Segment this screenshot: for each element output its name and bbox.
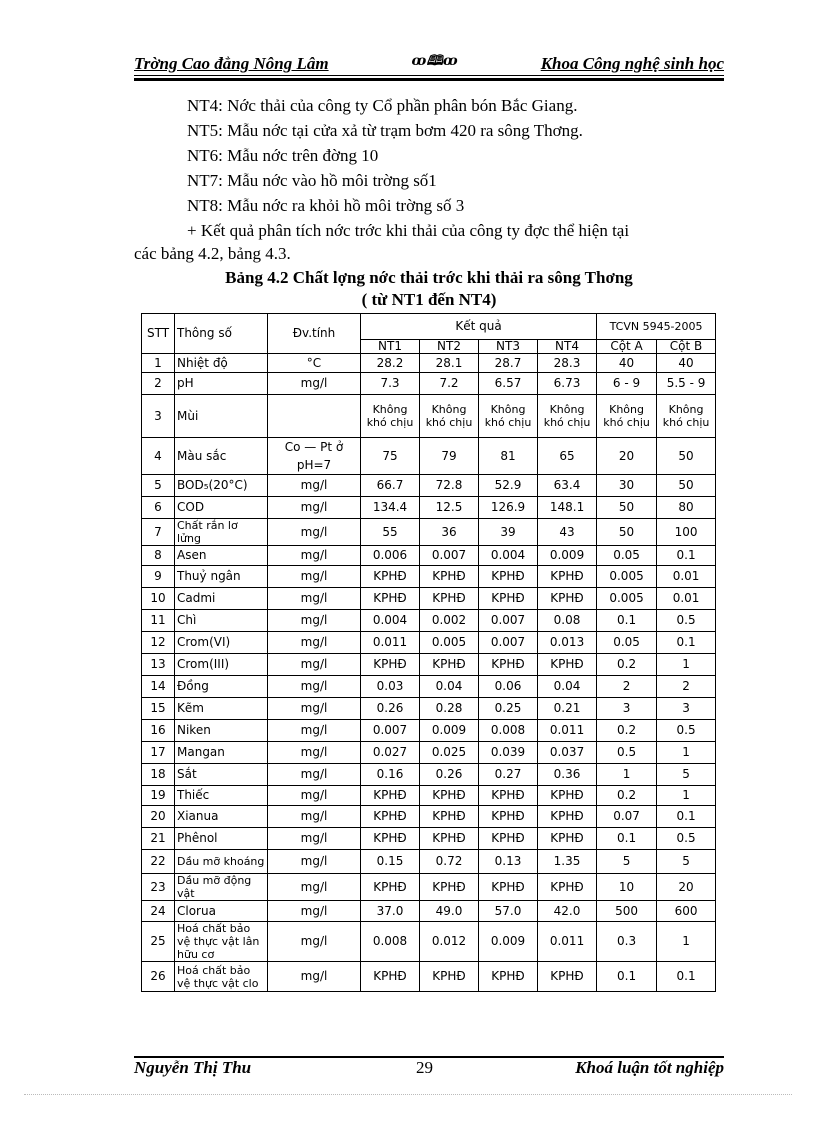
row-value: 0.011: [538, 720, 597, 742]
row-stt: 17: [142, 742, 175, 764]
row-stt: 9: [142, 566, 175, 588]
row-stt: 10: [142, 588, 175, 610]
row-unit: mg/l: [268, 610, 361, 632]
row-value: 6.73: [538, 373, 597, 395]
row-value: KPHĐ: [538, 566, 597, 588]
row-value: 126.9: [479, 497, 538, 519]
table-caption: Bảng 4.2 Chất lợng nớc thải trớc khi thải ra sông Thơng: [225, 268, 633, 287]
row-value: KPHĐ: [479, 566, 538, 588]
row-stt: 6: [142, 497, 175, 519]
row-stt: 16: [142, 720, 175, 742]
row-unit: Co — Pt ở pH=7: [268, 438, 361, 475]
paragraph: NT8: Mẫu nớc ra khỏi hồ môi trờng số 3: [187, 196, 465, 215]
page-number: 29: [416, 1058, 433, 1077]
header-col-b: Cột B: [657, 340, 716, 354]
row-value: 0.007: [479, 632, 538, 654]
row-value: 0.01: [657, 588, 716, 610]
row-value: 0.05: [597, 632, 657, 654]
row-value: 0.009: [479, 922, 538, 962]
row-param: Xianua: [175, 806, 268, 828]
row-value: 79: [420, 438, 479, 475]
row-value: 0.1: [597, 828, 657, 850]
row-value: 5.5 - 9: [657, 373, 716, 395]
row-unit: mg/l: [268, 676, 361, 698]
table-row: [142, 438, 716, 475]
table-row: [142, 676, 716, 698]
row-value: 0.1: [657, 546, 716, 566]
row-value: 0.1: [597, 962, 657, 992]
row-unit: mg/l: [268, 922, 361, 962]
row-value: KPHĐ: [361, 786, 420, 806]
row-value: KPHĐ: [420, 806, 479, 828]
row-value: KPHĐ: [538, 588, 597, 610]
table-row: [142, 850, 716, 874]
table-row: [142, 546, 716, 566]
row-value: 1: [657, 742, 716, 764]
row-value: 0.3: [597, 922, 657, 962]
row-value: 0.72: [420, 850, 479, 874]
header-result: Kết quả: [361, 314, 597, 340]
row-unit: mg/l: [268, 497, 361, 519]
row-unit: mg/l: [268, 786, 361, 806]
row-value: 28.2: [361, 354, 420, 373]
row-unit: [268, 395, 361, 438]
row-value: 0.04: [538, 676, 597, 698]
row-stt: 3: [142, 395, 175, 438]
paragraph: NT6: Mẫu nớc trên đờng 10: [187, 146, 379, 165]
row-param: Cadmi: [175, 588, 268, 610]
row-value: KPHĐ: [420, 874, 479, 901]
row-value: 37.0: [361, 901, 420, 922]
footer-author: Nguyễn Thị Thu: [134, 1058, 252, 1077]
water-quality-table: [141, 313, 716, 992]
row-value: 30: [597, 475, 657, 497]
row-param: Dầu mỡ khoáng: [175, 850, 268, 874]
row-value: 1: [657, 654, 716, 676]
row-value: 0.027: [361, 742, 420, 764]
row-stt: 15: [142, 698, 175, 720]
row-unit: mg/l: [268, 764, 361, 786]
row-value: 43: [538, 519, 597, 546]
row-value: 1: [657, 786, 716, 806]
table-row: [142, 354, 716, 373]
row-value: 40: [597, 354, 657, 373]
row-unit: mg/l: [268, 519, 361, 546]
row-value: 0.21: [538, 698, 597, 720]
row-value: 0.26: [420, 764, 479, 786]
header-stt: STT: [142, 314, 175, 354]
row-value: 7.2: [420, 373, 479, 395]
row-stt: 22: [142, 850, 175, 874]
row-unit: mg/l: [268, 806, 361, 828]
row-param: Hoá chất bảo vệ thực vật lân hữu cơ: [175, 922, 268, 962]
row-value: 0.005: [420, 632, 479, 654]
row-value: Không khó chịu: [657, 395, 716, 438]
header-standard: TCVN 5945-2005: [597, 314, 716, 340]
row-value: 5: [597, 850, 657, 874]
row-value: 0.013: [538, 632, 597, 654]
table-row: [142, 922, 716, 962]
paragraph: NT5: Mẫu nớc tại cửa xả từ trạm bơm 420 ra sông Thơng.: [187, 121, 583, 140]
row-value: 0.5: [657, 720, 716, 742]
row-value: 1: [597, 764, 657, 786]
table-row: [142, 742, 716, 764]
row-stt: 25: [142, 922, 175, 962]
row-value: KPHĐ: [420, 962, 479, 992]
row-value: 100: [657, 519, 716, 546]
row-param: Thiếc: [175, 786, 268, 806]
row-param: Dầu mỡ động vật: [175, 874, 268, 901]
row-param: Chất rắn lơ lửng: [175, 519, 268, 546]
row-value: 0.007: [479, 610, 538, 632]
page-header: [134, 50, 724, 74]
header-col-a: Cột A: [597, 340, 657, 354]
row-stt: 24: [142, 901, 175, 922]
row-value: 0.06: [479, 676, 538, 698]
row-value: KPHĐ: [361, 874, 420, 901]
row-value: 28.1: [420, 354, 479, 373]
row-value: Không khó chịu: [479, 395, 538, 438]
table-row: [142, 632, 716, 654]
table-row: [142, 828, 716, 850]
row-value: KPHĐ: [479, 962, 538, 992]
row-value: 0.25: [479, 698, 538, 720]
row-unit: mg/l: [268, 901, 361, 922]
row-param: Asen: [175, 546, 268, 566]
row-value: 0.28: [420, 698, 479, 720]
row-value: KPHĐ: [538, 806, 597, 828]
row-value: 50: [597, 519, 657, 546]
row-value: KPHĐ: [361, 588, 420, 610]
header-faculty: Khoa Công nghệ sinh học: [540, 54, 724, 73]
row-value: 0.004: [479, 546, 538, 566]
table-row: [142, 786, 716, 806]
row-value: KPHĐ: [479, 828, 538, 850]
row-stt: 20: [142, 806, 175, 828]
row-value: KPHĐ: [538, 962, 597, 992]
row-param: Mùi: [175, 395, 268, 438]
row-value: KPHĐ: [361, 654, 420, 676]
row-value: 0.01: [657, 566, 716, 588]
table-row: [142, 588, 716, 610]
row-value: KPHĐ: [479, 588, 538, 610]
row-unit: mg/l: [268, 654, 361, 676]
row-value: 0.5: [657, 610, 716, 632]
table-row: [142, 497, 716, 519]
row-value: 55: [361, 519, 420, 546]
row-value: 57.0: [479, 901, 538, 922]
header-param: Thông số: [175, 314, 268, 354]
paragraph: NT4: Nớc thải của công ty Cổ phần phân bón Bắc Giang.: [187, 96, 578, 115]
table-row: [142, 566, 716, 588]
row-value: 3: [657, 698, 716, 720]
row-value: 28.3: [538, 354, 597, 373]
row-stt: 14: [142, 676, 175, 698]
row-value: 49.0: [420, 901, 479, 922]
row-value: KPHĐ: [420, 588, 479, 610]
row-value: KPHĐ: [538, 874, 597, 901]
row-value: 12.5: [420, 497, 479, 519]
row-value: 63.4: [538, 475, 597, 497]
row-value: 0.1: [657, 806, 716, 828]
table-row: [142, 519, 716, 546]
row-value: 50: [657, 475, 716, 497]
row-value: 0.039: [479, 742, 538, 764]
row-value: 0.07: [597, 806, 657, 828]
row-value: 0.037: [538, 742, 597, 764]
row-value: 0.2: [597, 786, 657, 806]
row-value: KPHĐ: [361, 806, 420, 828]
table-row: [142, 395, 716, 438]
row-value: 0.05: [597, 546, 657, 566]
row-value: KPHĐ: [479, 806, 538, 828]
row-value: 20: [657, 874, 716, 901]
table-row: [142, 720, 716, 742]
row-value: KPHĐ: [361, 828, 420, 850]
row-value: 0.15: [361, 850, 420, 874]
row-unit: mg/l: [268, 720, 361, 742]
row-unit: mg/l: [268, 475, 361, 497]
row-value: KPHĐ: [479, 786, 538, 806]
row-param: Đồng: [175, 676, 268, 698]
row-value: 40: [657, 354, 716, 373]
row-param: BOD₅(20°C): [175, 475, 268, 497]
row-param: Hoá chất bảo vệ thực vật clo: [175, 962, 268, 992]
row-param: Chì: [175, 610, 268, 632]
row-unit: °C: [268, 354, 361, 373]
row-value: 0.009: [538, 546, 597, 566]
page-footer: [134, 1058, 724, 1078]
row-value: 10: [597, 874, 657, 901]
row-stt: 12: [142, 632, 175, 654]
row-value: 0.03: [361, 676, 420, 698]
row-value: 0.26: [361, 698, 420, 720]
row-value: KPHĐ: [420, 786, 479, 806]
row-value: 6 - 9: [597, 373, 657, 395]
row-param: Nhiệt độ: [175, 354, 268, 373]
row-value: 1: [657, 922, 716, 962]
footer-thesis: Khoá luận tốt nghiệp: [575, 1058, 724, 1077]
row-value: 0.008: [361, 922, 420, 962]
row-stt: 7: [142, 519, 175, 546]
table-row: [142, 901, 716, 922]
table-subcaption: ( từ NT1 đến NT4): [361, 290, 497, 309]
header-nt2: NT2: [420, 340, 479, 354]
paragraph: NT7: Mẫu nớc vào hồ môi trờng số1: [187, 171, 437, 190]
row-value: 134.4: [361, 497, 420, 519]
row-value: 5: [657, 850, 716, 874]
row-value: KPHĐ: [420, 828, 479, 850]
row-value: 0.011: [361, 632, 420, 654]
row-param: Kẽm: [175, 698, 268, 720]
row-value: 0.004: [361, 610, 420, 632]
table-row: [142, 962, 716, 992]
row-value: 65: [538, 438, 597, 475]
row-value: 0.5: [597, 742, 657, 764]
row-value: 0.011: [538, 922, 597, 962]
row-value: 7.3: [361, 373, 420, 395]
row-value: 1.35: [538, 850, 597, 874]
row-unit: mg/l: [268, 566, 361, 588]
table-row: [142, 475, 716, 497]
row-stt: 4: [142, 438, 175, 475]
row-param: Clorua: [175, 901, 268, 922]
row-value: 0.04: [420, 676, 479, 698]
row-value: KPHĐ: [479, 874, 538, 901]
row-value: 0.5: [657, 828, 716, 850]
row-value: Không khó chịu: [538, 395, 597, 438]
row-unit: mg/l: [268, 588, 361, 610]
table-row: [142, 764, 716, 786]
row-value: 5: [657, 764, 716, 786]
row-stt: 8: [142, 546, 175, 566]
row-value: 0.005: [597, 566, 657, 588]
paragraph: các bảng 4.2, bảng 4.3.: [134, 244, 291, 263]
row-value: 0.006: [361, 546, 420, 566]
table-row: [142, 806, 716, 828]
row-param: Màu sắc: [175, 438, 268, 475]
row-param: Niken: [175, 720, 268, 742]
row-value: 0.007: [361, 720, 420, 742]
table-body: [142, 354, 716, 992]
row-value: 3: [597, 698, 657, 720]
row-value: 0.2: [597, 654, 657, 676]
row-value: KPHĐ: [361, 566, 420, 588]
row-param: Crom(III): [175, 654, 268, 676]
header-nt4: NT4: [538, 340, 597, 354]
row-value: 39: [479, 519, 538, 546]
header-unit: Đv.tính: [268, 314, 361, 354]
row-value: 2: [597, 676, 657, 698]
row-value: 148.1: [538, 497, 597, 519]
row-stt: 21: [142, 828, 175, 850]
row-value: 0.005: [597, 588, 657, 610]
row-value: 0.008: [479, 720, 538, 742]
row-param: Mangan: [175, 742, 268, 764]
row-stt: 11: [142, 610, 175, 632]
row-value: 0.16: [361, 764, 420, 786]
row-value: 2: [657, 676, 716, 698]
header-ornament: ꝏ🕮ꝏ: [411, 54, 458, 69]
row-value: 500: [597, 901, 657, 922]
row-param: Sắt: [175, 764, 268, 786]
row-stt: 5: [142, 475, 175, 497]
row-value: KPHĐ: [538, 828, 597, 850]
row-value: 52.9: [479, 475, 538, 497]
header-nt1: NT1: [361, 340, 420, 354]
row-value: 72.8: [420, 475, 479, 497]
row-value: 6.57: [479, 373, 538, 395]
row-value: 0.36: [538, 764, 597, 786]
row-stt: 2: [142, 373, 175, 395]
row-value: 0.27: [479, 764, 538, 786]
row-value: KPHĐ: [420, 654, 479, 676]
row-unit: mg/l: [268, 874, 361, 901]
row-value: Không khó chịu: [597, 395, 657, 438]
row-value: 50: [657, 438, 716, 475]
row-value: 36: [420, 519, 479, 546]
table-row: [142, 610, 716, 632]
row-value: 66.7: [361, 475, 420, 497]
row-value: 42.0: [538, 901, 597, 922]
row-unit: mg/l: [268, 698, 361, 720]
row-unit: mg/l: [268, 373, 361, 395]
row-value: 0.002: [420, 610, 479, 632]
page-bottom-dotted-line: [24, 1094, 792, 1095]
row-unit: mg/l: [268, 850, 361, 874]
row-value: KPHĐ: [538, 654, 597, 676]
header-rule: [134, 75, 724, 81]
row-value: KPHĐ: [420, 566, 479, 588]
row-value: KPHĐ: [538, 786, 597, 806]
row-value: 0.025: [420, 742, 479, 764]
row-value: 75: [361, 438, 420, 475]
row-value: 0.08: [538, 610, 597, 632]
row-unit: mg/l: [268, 742, 361, 764]
row-stt: 13: [142, 654, 175, 676]
row-value: 50: [597, 497, 657, 519]
row-stt: 26: [142, 962, 175, 992]
row-value: 20: [597, 438, 657, 475]
row-value: 0.1: [657, 962, 716, 992]
header-school: Trờng Cao đẳng Nông Lâm: [134, 54, 329, 73]
row-value: 28.7: [479, 354, 538, 373]
row-value: KPHĐ: [479, 654, 538, 676]
row-unit: mg/l: [268, 962, 361, 992]
table-row: [142, 373, 716, 395]
row-param: COD: [175, 497, 268, 519]
row-value: 0.13: [479, 850, 538, 874]
row-unit: mg/l: [268, 632, 361, 654]
row-value: 0.1: [597, 610, 657, 632]
table-row: [142, 654, 716, 676]
row-value: Không khó chịu: [420, 395, 479, 438]
row-stt: 1: [142, 354, 175, 373]
row-param: Phênol: [175, 828, 268, 850]
row-value: 600: [657, 901, 716, 922]
row-param: Crom(VI): [175, 632, 268, 654]
row-value: Không khó chịu: [361, 395, 420, 438]
row-value: 0.012: [420, 922, 479, 962]
row-value: KPHĐ: [361, 962, 420, 992]
table-row: [142, 698, 716, 720]
row-unit: mg/l: [268, 546, 361, 566]
row-stt: 18: [142, 764, 175, 786]
row-param: pH: [175, 373, 268, 395]
row-value: 81: [479, 438, 538, 475]
row-value: 0.1: [657, 632, 716, 654]
row-stt: 19: [142, 786, 175, 806]
row-stt: 23: [142, 874, 175, 901]
paragraph: + Kết quả phân tích nớc trớc khi thải của công ty đợc thể hiện tại: [187, 221, 630, 240]
row-value: 0.007: [420, 546, 479, 566]
row-value: 0.009: [420, 720, 479, 742]
row-param: Thuỷ ngân: [175, 566, 268, 588]
row-value: 80: [657, 497, 716, 519]
row-unit: mg/l: [268, 828, 361, 850]
table-row: [142, 874, 716, 901]
header-nt3: NT3: [479, 340, 538, 354]
row-value: 0.2: [597, 720, 657, 742]
